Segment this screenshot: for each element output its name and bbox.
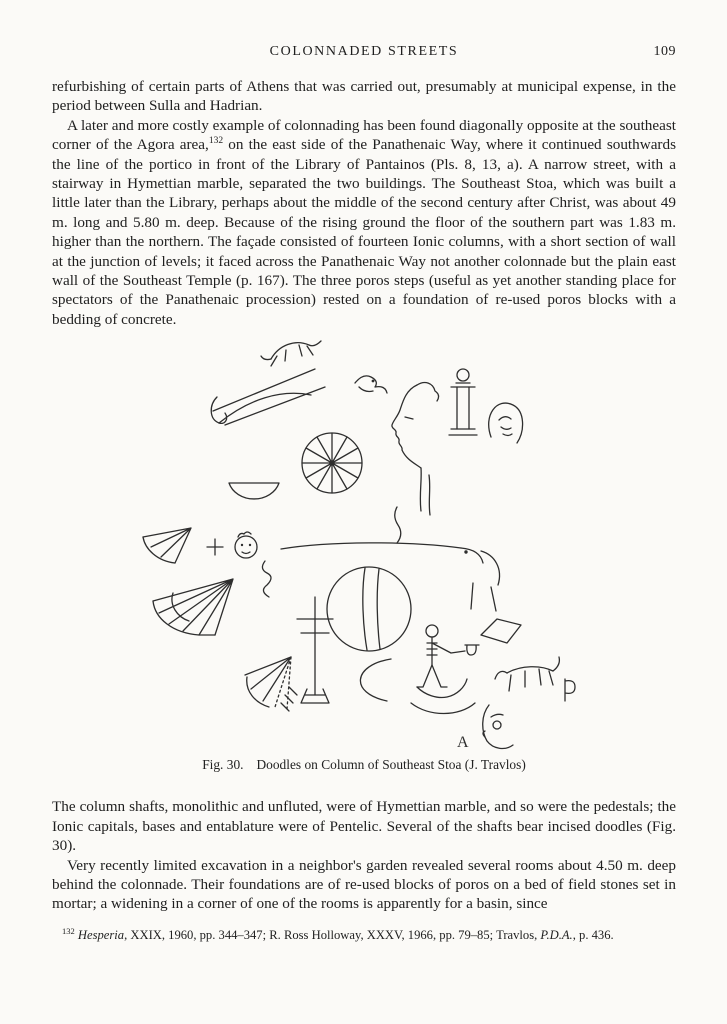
body-text xyxy=(52,77,676,329)
doodle-small-fan xyxy=(143,528,191,563)
doodle-letter-p xyxy=(565,679,575,701)
figure-caption xyxy=(129,757,599,773)
doodle-spoked-wheel xyxy=(302,433,362,493)
doodle-profile-face xyxy=(392,383,439,515)
doodle-squiggle xyxy=(262,561,271,597)
paragraph-continuation: refurbishing of certain parts of Athens that was carried out, presumably at municipal expense, in the period between Sulla and Hadrian. xyxy=(52,78,676,115)
paragraph-excavation: Very recently limited excavation in a neighbor's garden revealed several rooms about 4.50 m. deep behind the colonnade. Their foundations are of re-used blocks of poros on a bed of field stones set in mortar; a widening in a corner of one of the rooms is apparently for a basin, since xyxy=(52,856,676,913)
doodle-figures-scene xyxy=(411,619,559,714)
doodle-letter-a: A xyxy=(457,734,469,752)
footnote-pda: P.D.A. xyxy=(540,927,573,942)
paragraph-southeast-stoa xyxy=(52,116,676,329)
doodle-plus-mark xyxy=(207,539,223,555)
footnote xyxy=(52,927,676,943)
doodle-bottom-profile xyxy=(483,705,513,748)
doodle-open-arc xyxy=(360,659,391,701)
footnote-hesperia: Hesperia xyxy=(77,927,125,942)
doodle-herm-column xyxy=(449,369,477,435)
footnote-page: , p. 436. xyxy=(572,927,614,942)
footnote-reference-marker: 132 xyxy=(208,136,224,147)
doodle-frontal-face xyxy=(235,532,257,558)
paragraph-part: on the east side of the Panathenaic Way, where it continued southwards the line of the portico in front of the Library of Pantainos (Pls. 8, 13, a). A narrow street, with a stairway in Hymettian marble, separated the two buildings. The Southeast Stoa, which was built a little later than the Library, perhaps about the middle of the second century after Christ, was about 49 m. long and 5.80 m. deep. Because of the rising ground the floor of the southern part was 1.83 m. higher than the northern. The façade consisted of fourteen Ionic columns, with a short section of wall at the junction of levels; it faced across the Panathenaic Way not another colonnade but the plain east wall of the Southeast Temple (p. 167). The three poros steps (useful as yet another standing place for spectators of the Panathenaic procession) rested on a foundation of re-used poros blocks with a bedding of concrete. xyxy=(52,136,676,328)
running-header xyxy=(52,44,676,60)
page-number: 109 xyxy=(653,44,676,59)
doodle-circle-clock xyxy=(327,567,411,651)
footnote-marker: 132 xyxy=(62,925,75,936)
figure-caption-label: Fig. 30. xyxy=(202,757,244,773)
body-text-lower xyxy=(52,797,676,913)
doodle-arc-bowl xyxy=(229,483,279,499)
doodle-running-animal xyxy=(261,341,321,366)
doodles-figure-svg xyxy=(129,335,599,753)
paragraph-column-shafts: The column shafts, monolithic and unfluted, were of Hymettian marble, and so were the pedestals; the Ionic capitals, bases and entablature were of Pentelic. Several of the shafts bear incised doodles (Fig. 30). xyxy=(52,798,676,855)
doodle-veiled-head xyxy=(489,403,523,443)
figure-doodles xyxy=(129,335,599,773)
figure-caption-text: Doodles on Column of Southeast Stoa (J. Travlos) xyxy=(256,757,526,773)
running-header-title: COLONNADED STREETS xyxy=(269,44,459,59)
doodle-boat-sketch xyxy=(211,369,325,425)
paragraph-part: A later and more costly example of colonnading has been found diagonally opposite at the southeast corner of the Agora area, xyxy=(52,116,676,154)
doodle-large-fan xyxy=(153,579,233,635)
doodle-dotted-fan xyxy=(245,657,291,709)
footnote-citation: , XXIX, 1960, pp. 344–347; R. Ross Holloway, XXXV, 1966, pp. 79–85; Travlos, xyxy=(124,927,541,942)
doodle-long-animal xyxy=(281,507,499,611)
doodle-scribble-bird xyxy=(355,376,387,393)
